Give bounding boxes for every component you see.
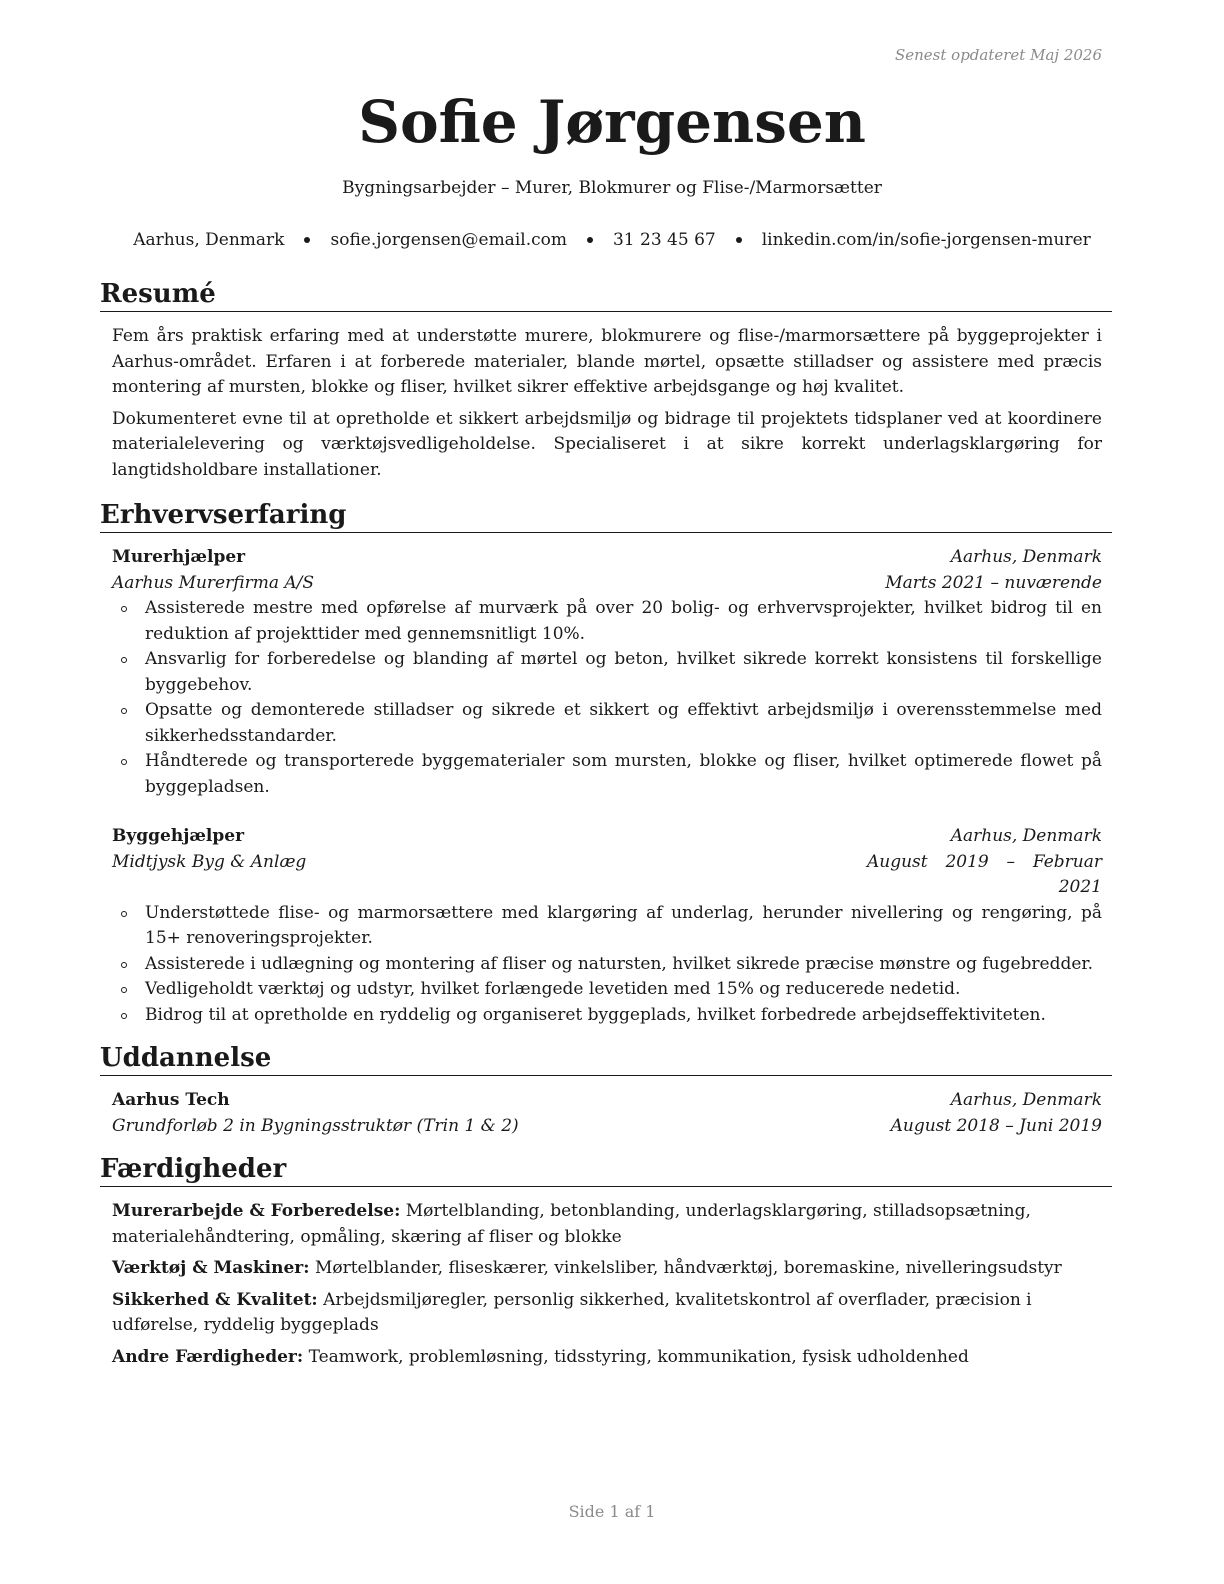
school-location: Aarhus, Denmark: [950, 1090, 1102, 1110]
skill-category: Andre Færdigheder:: [112, 1346, 304, 1367]
job-header-row: [112, 824, 1102, 850]
list-item: [112, 1003, 1102, 1029]
experience-section: [100, 499, 1112, 1028]
section-title-skills: Færdigheder: [100, 1153, 1112, 1187]
skills-body: [100, 1187, 1112, 1370]
candidate-name: Sofie Jørgensen: [358, 88, 866, 156]
job-entry: [112, 545, 1102, 800]
list-item: [112, 749, 1102, 800]
skill-values: Teamwork, problemløsning, tidsstyring, kommunikation, fysisk udholdenhed: [308, 1346, 969, 1367]
education-subheader-row: [112, 1114, 1102, 1140]
skill-values: Mørtelblanding, betonblanding, underlagsklargøring, stilladsopsætning, materialehåndtering, opmåling, skæring af fliser og blokke: [112, 1201, 1031, 1247]
bullet-text: Håndterede og transporterede byggematerialer som mursten, blokke og fliser, hvilket optimerede flowet på byggepladsen.: [145, 751, 1102, 797]
section-title-summary: Resumé: [100, 278, 1112, 312]
job-bullets: [112, 596, 1102, 800]
circle-bullet-icon: [121, 759, 127, 765]
contact-linkedin[interactable]: linkedin.com/in/sofie-jorgensen-murer: [761, 230, 1091, 250]
summary-paragraph: Fem års praktisk erfaring med at understøtte murere, blokmurere og flise-/marmorsættere på byggeprojekter i Aarhus-området. Erfaren i at forberede materialer, blande mørtel, opsætte stilladser og assistere med præcis montering af mursten, blokke og fliser, hvilket sikrer effektive arbejdsgange og høj kvalitet.: [112, 326, 1102, 397]
summary-body: [100, 312, 1112, 483]
bullet-text: Bidrog til at opretholde en ryddelig og organiseret byggeplads, hvilket forbedrede arbejdseffektiviteten.: [145, 1004, 1046, 1025]
school-name: Aarhus Tech: [112, 1090, 230, 1110]
skills-section: [100, 1153, 1112, 1370]
job-company: Midtjysk Byg & Anlæg: [112, 851, 307, 872]
education-header-row: [112, 1088, 1102, 1114]
education-period: August 2018 – Juni 2019: [890, 1115, 1102, 1136]
job-role: Murerhjælper: [112, 547, 246, 567]
circle-bullet-icon: [121, 911, 127, 917]
list-item: [112, 596, 1102, 647]
job-role: Byggehjælper: [112, 826, 245, 846]
job-location: Aarhus, Denmark: [950, 547, 1102, 567]
contact-phone: 31 23 45 67: [612, 230, 716, 250]
circle-bullet-icon: [121, 657, 127, 663]
job-title: Bygningsarbejder – Murer, Blokmurer og Flise-/Marmorsætter: [342, 178, 882, 198]
summary-paragraph: Dokumenteret evne til at opretholde et sikkert arbejdsmiljø og bidrage til projektets tidsplaner ved at koordinere materialelevering og værktøjsvedligeholdelse. Specialiseret i at sikre korrekt underlagsklargøring for langtidsholdbare installationer.: [112, 408, 1102, 480]
section-title-education: Uddannelse: [100, 1042, 1112, 1076]
bullet-text: Opsatte og demonterede stilladser og sikrede et sikkert og effektivt arbejdsmiljø i overensstemmelse med sikkerhedsstandarder.: [145, 700, 1102, 746]
circle-bullet-icon: [121, 962, 127, 968]
skill-values: Arbejdsmiljøregler, personlig sikkerhed, kvalitetskontrol af overflader, præcision i udførelse, ryddelig byggeplads: [112, 1289, 1032, 1335]
education-section: [100, 1042, 1112, 1139]
job-bullets: [112, 901, 1102, 1029]
job-period: Marts 2021 – nuværende: [885, 572, 1102, 593]
list-item: [112, 952, 1102, 978]
education-body: [100, 1076, 1112, 1139]
job-entry: [112, 824, 1102, 1028]
circle-bullet-icon: [121, 606, 127, 612]
bullet-separator-icon: [587, 237, 593, 243]
bullet-text: Understøttede flise- og marmorsættere med klargøring af underlag, herunder nivellering og rengøring, på 15+ renoveringsprojekter.: [145, 902, 1102, 948]
education-program: Grundforløb 2 in Bygningsstruktør (Trin 1 & 2): [112, 1115, 519, 1136]
list-item: [112, 698, 1102, 749]
job-period: August 2019 – Februar 2021: [867, 851, 1102, 897]
resume-content: [100, 278, 1112, 1370]
section-title-experience: Erhvervserfaring: [100, 499, 1112, 533]
contact-line: [0, 228, 1224, 252]
circle-bullet-icon: [121, 1013, 127, 1019]
bullet-separator-icon: [736, 237, 742, 243]
skill-category: Sikkerhed & Kvalitet:: [112, 1289, 318, 1310]
skill-category: Murerarbejde & Forberedelse:: [112, 1201, 401, 1221]
experience-body: [100, 533, 1112, 1028]
page-number: Side 1 af 1: [568, 1502, 656, 1521]
list-item: [112, 901, 1102, 952]
bullet-text: Assisterede mestre med opførelse af murværk på over 20 bolig- og erhvervsprojekter, hvilket bidrog til en reduktion af projekttider med gennemsnitligt 10%.: [145, 598, 1102, 644]
skill-category: Værktøj & Maskiner:: [112, 1258, 310, 1278]
contact-location: Aarhus, Denmark: [133, 230, 285, 250]
bullet-text: Vedligeholdt værktøj og udstyr, hvilket forlængede levetiden med 15% og reducerede nedetid.: [145, 979, 961, 999]
list-item: [112, 977, 1102, 1003]
contact-email[interactable]: sofie.jorgensen@email.com: [330, 230, 567, 250]
bullet-text: Assisterede i udlægning og montering af fliser og natursten, hvilket sikrede præcise mønstre og fugebredder.: [145, 953, 1094, 974]
job-company: Aarhus Murerfirma A/S: [112, 572, 315, 593]
last-updated: Senest opdateret Maj 2026: [894, 46, 1102, 64]
job-header-row: [112, 545, 1102, 571]
list-item: [112, 647, 1102, 698]
bullet-separator-icon: [304, 237, 310, 243]
skill-line: [112, 1256, 1102, 1282]
skill-line: [112, 1345, 1102, 1371]
skill-line: [112, 1288, 1102, 1339]
circle-bullet-icon: [121, 708, 127, 714]
circle-bullet-icon: [121, 987, 127, 993]
skill-values: Mørtelblander, fliseskærer, vinkelsliber, håndværktøj, boremaskine, nivelleringsudstyr: [314, 1258, 1062, 1278]
job-subheader-row: [112, 571, 1102, 597]
job-location: Aarhus, Denmark: [950, 826, 1102, 846]
skill-line: [112, 1199, 1102, 1250]
summary-section: [100, 278, 1112, 483]
bullet-text: Ansvarlig for forberedelse og blanding af mørtel og beton, hvilket sikrede korrekt konsistens til forskellige byggebehov.: [145, 649, 1102, 695]
job-subheader-row: [112, 850, 1102, 901]
